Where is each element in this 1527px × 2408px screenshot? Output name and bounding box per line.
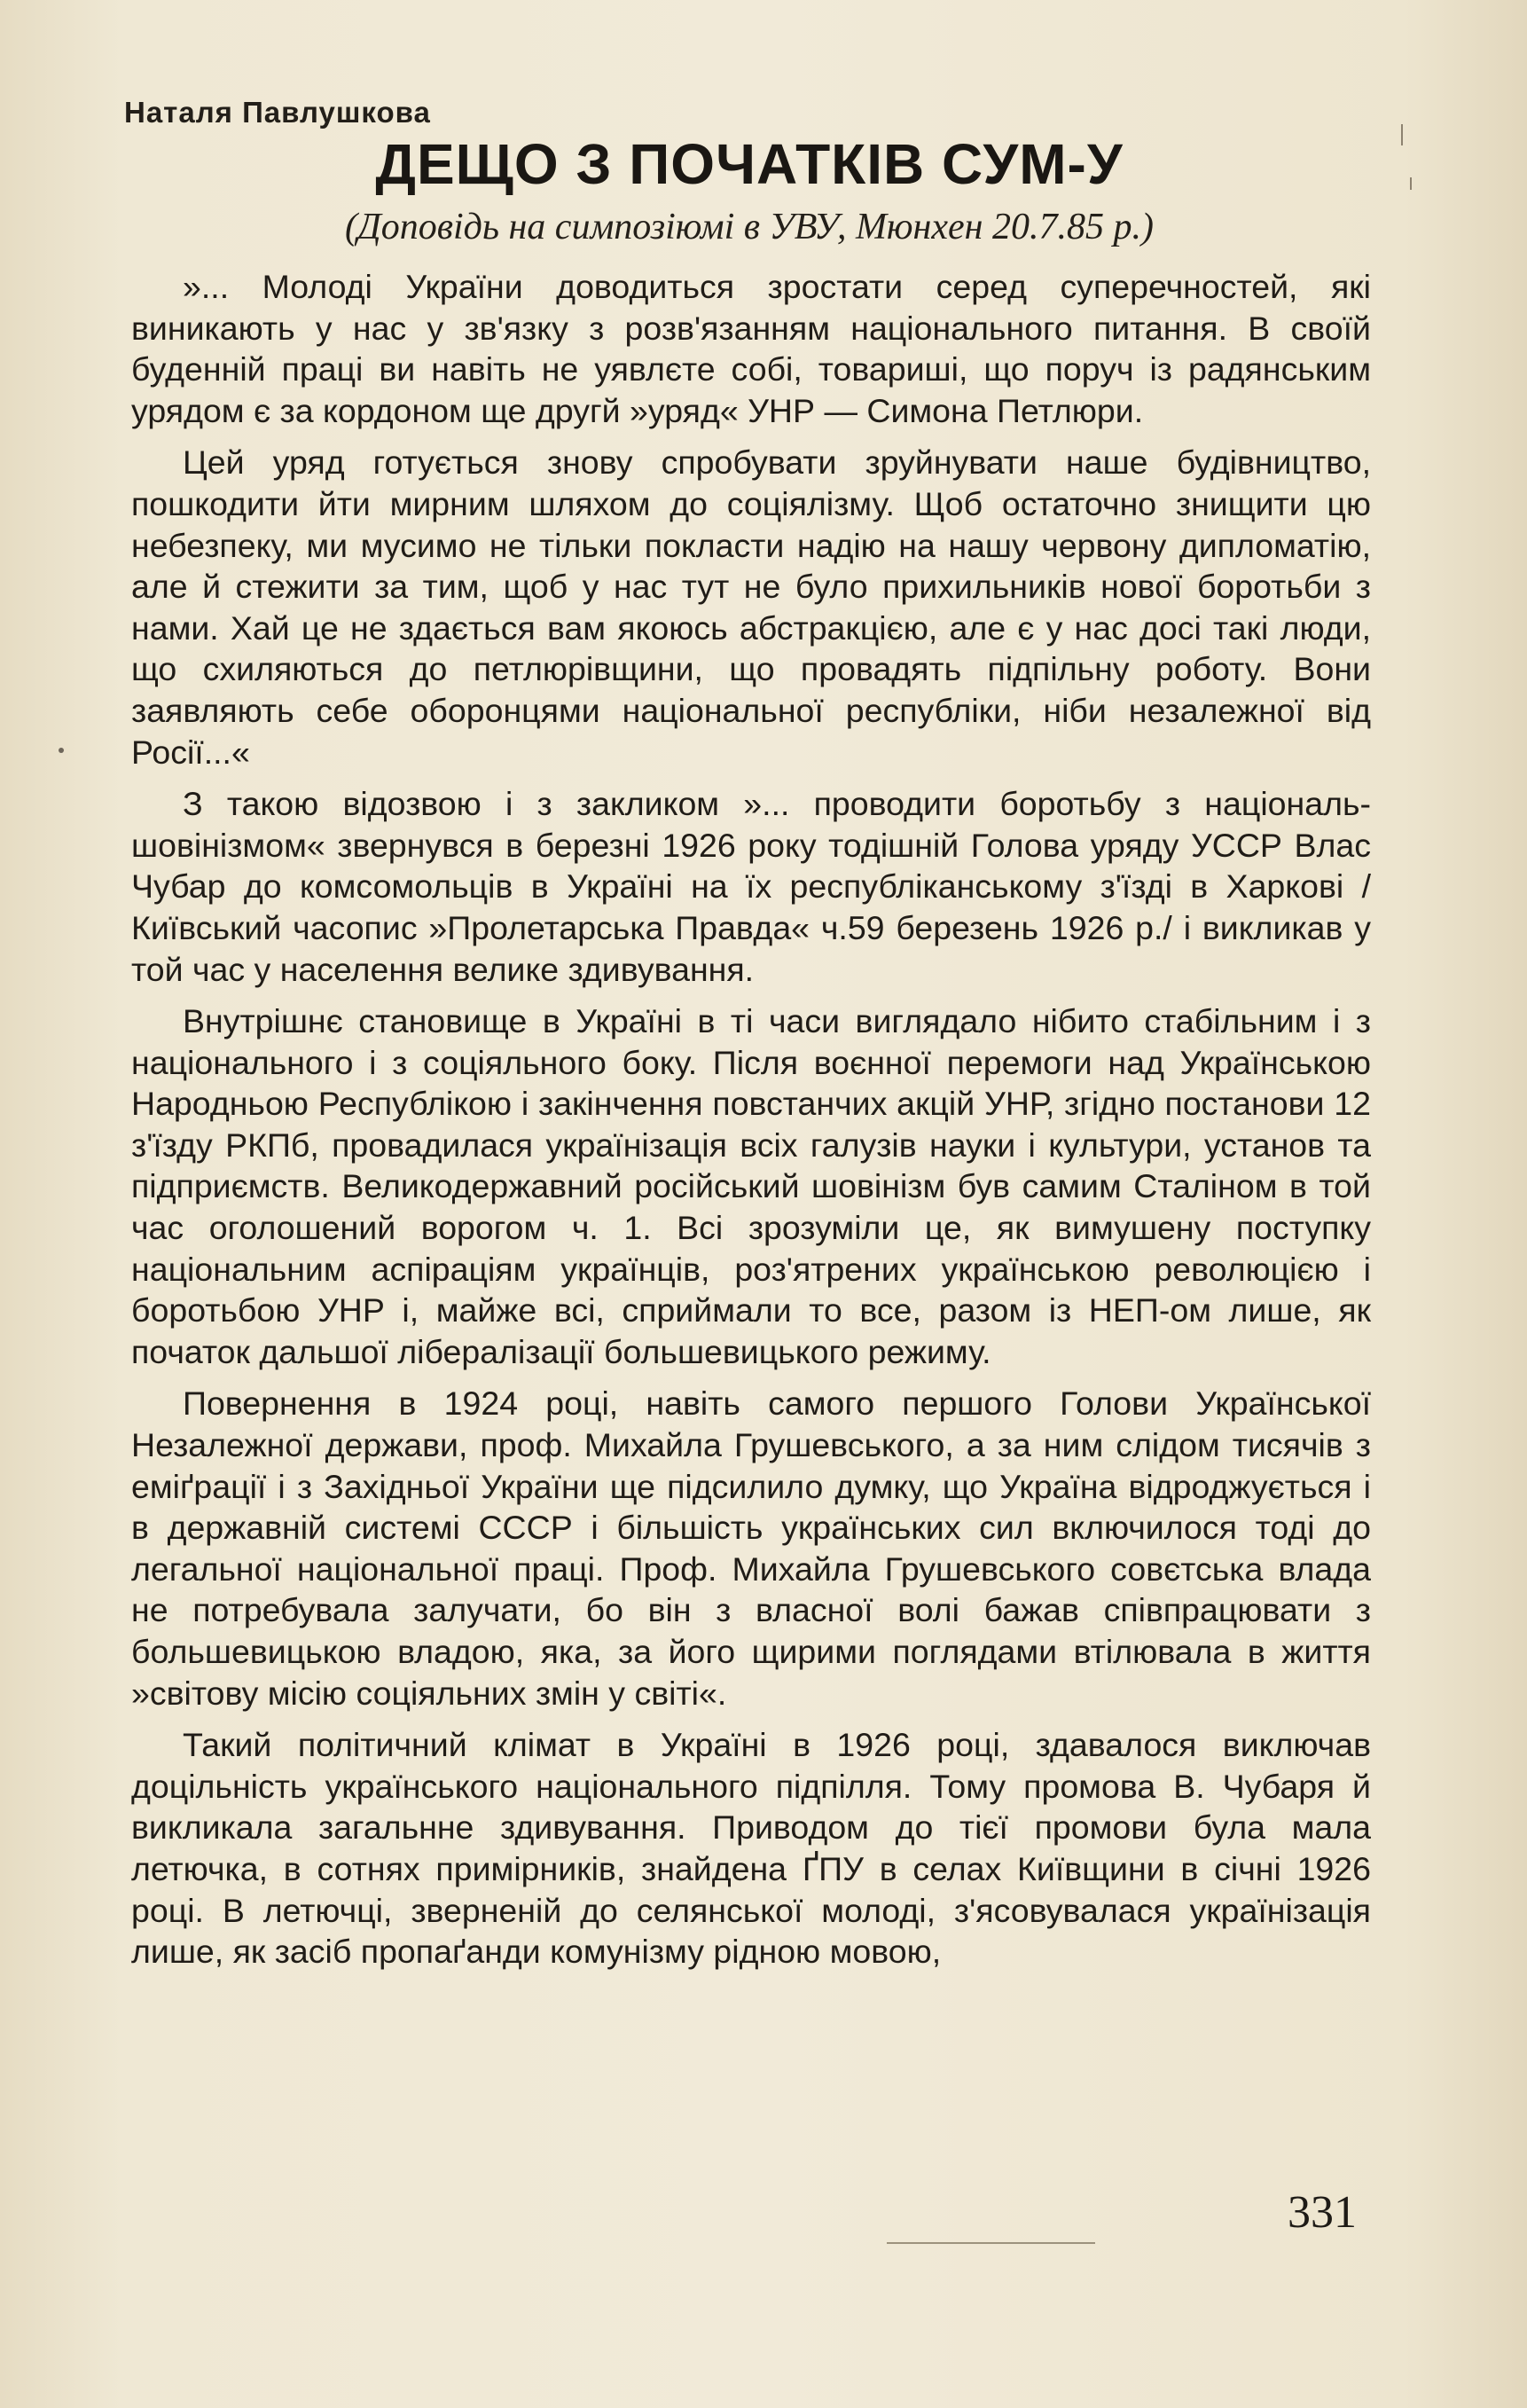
article-subtitle: (Доповідь на симпозіюмі в УВУ, Мюнхен 20.7.85 р.) [345,207,1154,247]
edge-mark [1410,177,1412,190]
article-body [131,266,1371,1983]
paragraph: Цей уряд готується знову спробувати зруйнувати наше будівництво, пошкодити йти мирним шляхом до соціялізму. Щоб остаточно знищити цю небезпеку, ми мусимо не тільки покласти надію на нашу червону дипломатію, але й стежити за тим, щоб у нас тут не було прихильників нової боротьби з нами. Хай це не здається вам якоюсь абстракцією, але є у нас досі такі люди, що схиляються до петлюрівщини, що провадять підпільну роботу. Вони заявляють себе оборонцями національної республіки, ніби незалежної від Росії...« [131,443,1371,771]
edge-mark [1401,124,1403,145]
page-number: 331 [1288,2187,1357,2238]
paragraph: З такою відозвою і з закликом »... проводити боротьбу з національ-шовінізмом« звернувся в березні 1926 року тодішній Голова уряду УССР Влас Чубар до комсомольців в Україні на їх республіканському з'їзді в Харкові /Київський часопис »Пролетарська Правда« ч.59 березень 1926 р./ і викликав у той час у населення велике здивування. [131,785,1371,988]
article-author: Наталя Павлушкова [124,96,431,129]
article-title: ДЕЩО З ПОЧАТКІВ СУМ-У [375,132,1124,196]
paragraph: »... Молоді України доводиться зростати серед суперечностей, які виникають у нас у зв'язку з розв'язанням національного питання. В своїй буденній праці ви навіть не уявлєте собі, товариші, що поруч із радянським урядом є за кордоном ще другй »уряд« УНР — Симона Петлюри. [131,268,1371,429]
paragraph: Повернення в 1924 році, навіть самого першого Голови Української Незалежної держави, проф. Михайла Грушевського, а за ним слідом тисячів з еміґрації і з Західньої України ще підсилило думку, що Україна відроджується і в державній системі СССР і більшість українських сил включилося тоді до легальної національної праці. Проф. Михайла Грушевського совєтська влада не потребувала залучати, бо він з власної волі бажав співпрацювати з большевицькою владою, яка, за його щирими поглядами втілювала в життя »світову місію соціяльних змін у світі«. [131,1384,1371,1712]
paragraph: Внутрішнє становище в Україні в ті часи виглядало нібито стабільним і з національного і з соціяльного боку. Після воєнної перемоги над Українською Народньою Республікою і закінчення повстанчих акцій УНР, згідно постанови 12 з'їзду РКПб, провадилася українізація всіх галузів науки і культури, установ та підприємств. Великодержавний російський шовінізм був самим Сталіном в той час оголошений ворогом ч. 1. Всі зрозуміли це, як вимушену поступку національним аспіраціям українців, роз'ятрених українською революцією і боротьбою УНР і, майже всі, сприймали то все, разом із НЕП-ом лише, як початок дальшої лібералізації большевицького режиму. [131,1002,1371,1370]
bottom-rule [887,2242,1095,2244]
ink-speck [59,748,64,753]
paragraph: Такий політичний клімат в Україні в 1926 році, здавалося виключав доцільність українського національного підпілля. Тому промова В. Чубаря й викликала загальнне здивування. Приводом до тієї промови була мала летючка, в сотнях примірників, знайдена ҐПУ в селах Київщини в січні 1926 році. В летючці, зверненій до селянської молоді, з'ясовувалася українізація лише, як засіб пропаґанди комунізму рідною мовою, [131,1726,1371,1971]
